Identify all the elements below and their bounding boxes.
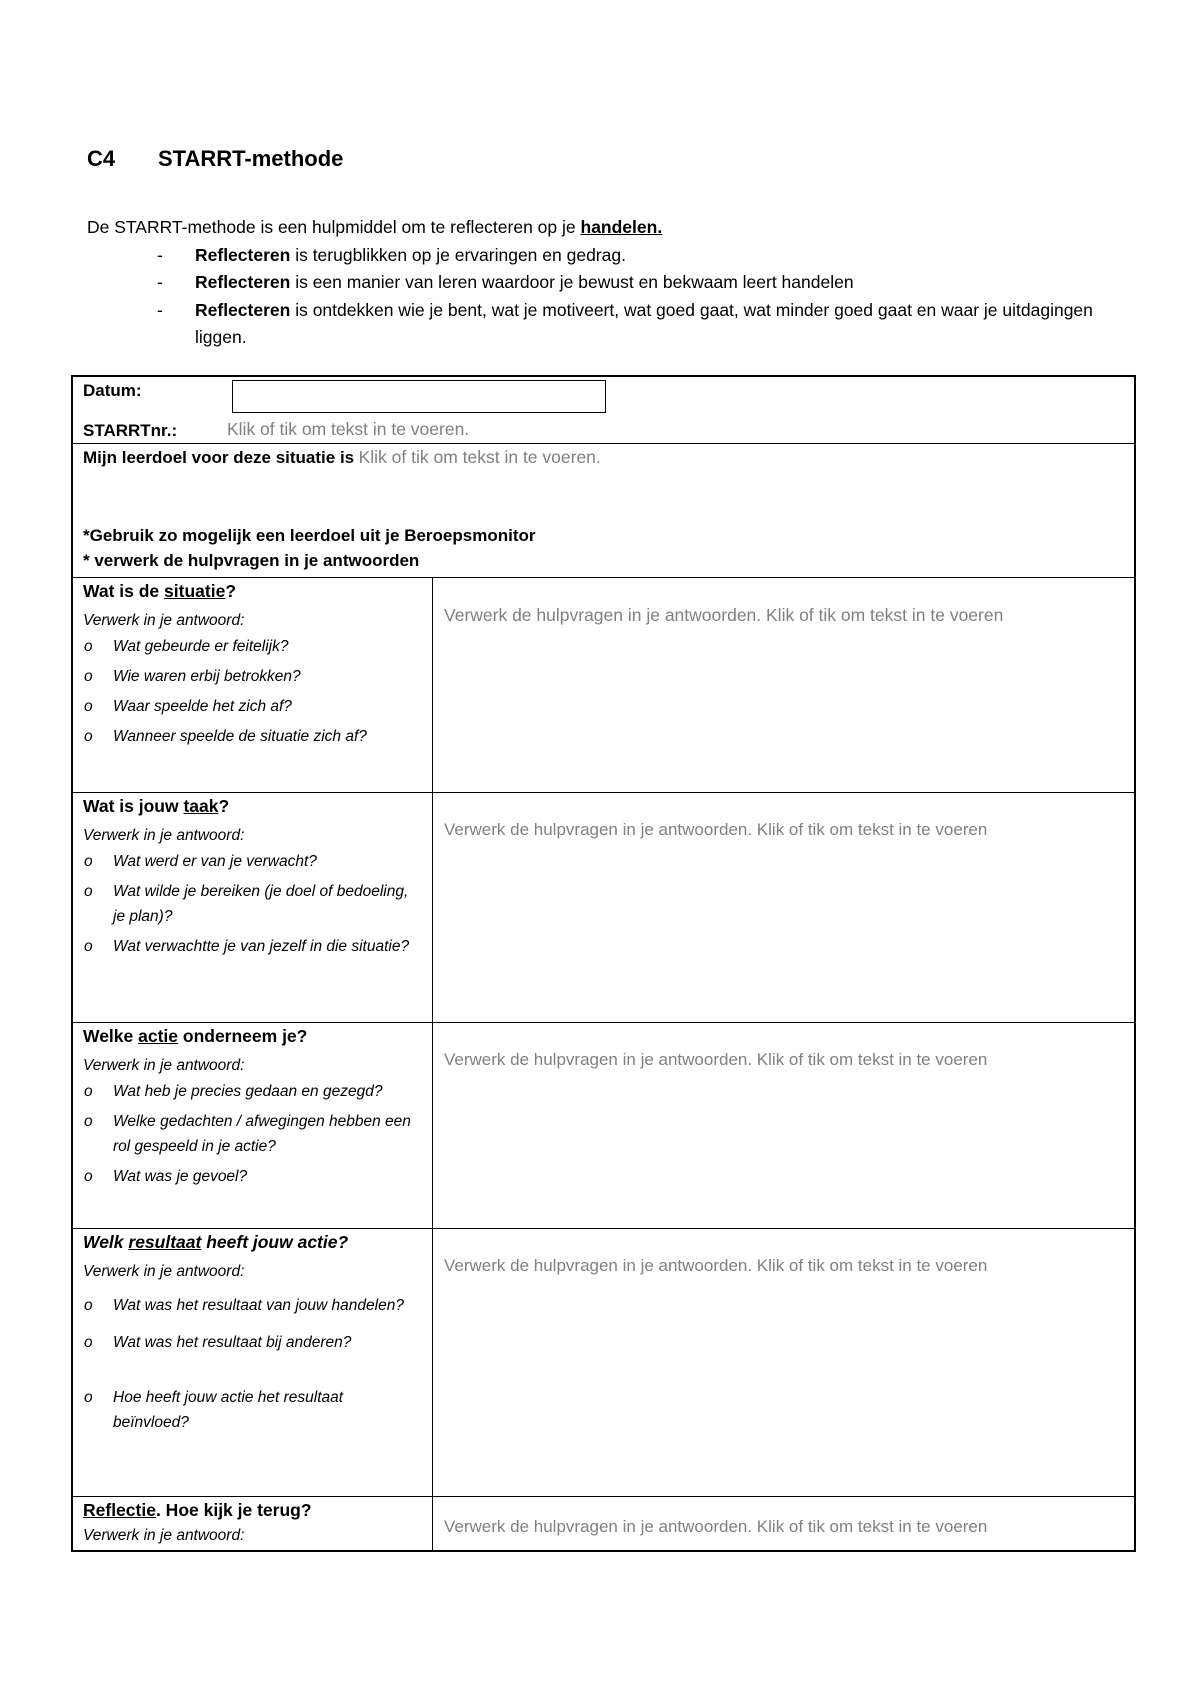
leerdoel-note: *Gebruik zo mogelijk een leerdoel uit je Beroepsmonitor [83, 526, 536, 545]
intro-sentence [87, 214, 1147, 242]
sub-label: Verwerk in je antwoord: [83, 1263, 245, 1280]
question-cell [73, 1023, 433, 1228]
list-item: o Wat gebeurde er feitelijk? [84, 638, 289, 655]
sub-label: Verwerk in je antwoord: [83, 612, 245, 629]
intro-bullet: - Reflecteren is terugblikken op je ervaringen en gedrag. [157, 244, 626, 265]
answer-field[interactable] [433, 1497, 1134, 1550]
list-item: o Wat was je gevoel? [84, 1168, 248, 1185]
sub-label: Verwerk in je antwoord: [83, 1057, 245, 1074]
answer-field[interactable] [433, 1229, 1134, 1496]
leerdoel-field[interactable]: Klik of tik om tekst in te voeren. [358, 447, 601, 467]
answer-field[interactable] [433, 793, 1134, 1022]
section-row-situatie [73, 578, 1134, 793]
list-item: o Waar speelde het zich af? [84, 698, 292, 715]
list-item: o Wat verwachtte je van jezelf in die situatie? [84, 938, 410, 955]
datum-field[interactable] [232, 380, 606, 413]
heading-number: C4 [87, 146, 116, 171]
bullet-bold: Reflecteren [195, 299, 291, 320]
list-item: o Wat heb je precies gedaan en gezegd? [84, 1083, 383, 1100]
sub-label: Verwerk in je antwoord: [83, 827, 245, 844]
answer-placeholder: Verwerk de hulpvragen in je antwoorden. Klik of tik om tekst in te voeren [444, 820, 988, 839]
list-item: o Wie waren erbij betrokken? [84, 668, 301, 685]
intro-bullet: - Reflecteren is ontdekken wie je bent, wat je motiveert, wat goed gaat, wat minder goed gaat en waar je uitdagingen liggen. [157, 299, 1093, 347]
question-title: Wat is jouw taak? [83, 796, 230, 816]
section-row-taak [73, 793, 1134, 1023]
starrt-number-field[interactable]: Klik of tik om tekst in te voeren. [227, 419, 470, 439]
question-title: Welk resultaat heeft jouw actie? [83, 1232, 349, 1252]
bullet-text: is terugblikken op je ervaringen en gedrag. [290, 244, 626, 265]
question-title: Wat is de situatie? [83, 581, 237, 601]
list-item: o Hoe heeft jouw actie het resultaat beïnvloed? [84, 1389, 344, 1431]
answer-field[interactable] [433, 578, 1134, 792]
section-row-actie [73, 1023, 1134, 1229]
question-cell [73, 578, 433, 792]
section-row-resultaat [73, 1229, 1134, 1497]
intro-bullet: - Reflecteren is een manier van leren waardoor je bewust en bekwaam leert handelen [157, 272, 854, 292]
question-cell [73, 793, 433, 1022]
sub-label: Verwerk in je antwoord: [83, 1527, 245, 1544]
list-item: o Welke gedachten / afwegingen hebben een rol gespeeld in je actie? [84, 1113, 411, 1155]
question-title: Reflectie. Hoe kijk je terug? [83, 1500, 312, 1520]
starrt-number-label: STARRTnr.: [83, 421, 178, 440]
bullet-text: is ontdekken wie je bent, wat je motiveert, wat goed gaat, wat minder goed gaat en waar je uitdagingen liggen. [195, 299, 1093, 347]
answer-field[interactable] [433, 1023, 1134, 1228]
leerdoel-label: Mijn leerdoel voor deze situatie is [83, 448, 355, 467]
answer-placeholder: Verwerk de hulpvragen in je antwoorden. Klik of tik om tekst in te voeren [444, 1517, 988, 1536]
section-row-reflectie [73, 1497, 1134, 1550]
answer-placeholder: Verwerk de hulpvragen in je antwoorden. Klik of tik om tekst in te voeren [444, 605, 1004, 625]
leerdoel-note: * verwerk de hulpvragen in je antwoorden [83, 551, 420, 570]
question-cell [73, 1497, 433, 1550]
list-item: o Wanneer speelde de situatie zich af? [84, 728, 367, 745]
answer-placeholder: Verwerk de hulpvragen in je antwoorden. Klik of tik om tekst in te voeren [444, 1256, 988, 1275]
question-cell [73, 1229, 433, 1496]
list-item: o Wat werd er van je verwacht? [84, 853, 317, 870]
bullet-bold: Reflecteren [195, 244, 291, 265]
heading-title: STARRT-methode [158, 146, 344, 171]
header-row-leerdoel [73, 444, 1134, 578]
section-heading [87, 146, 343, 172]
list-item: o Wat was het resultaat van jouw handelen? [84, 1297, 404, 1314]
intro-keyword: handelen. [580, 217, 663, 237]
answer-placeholder: Verwerk de hulpvragen in je antwoorden. Klik of tik om tekst in te voeren [444, 1050, 988, 1069]
intro-block [87, 214, 1147, 352]
datum-label: Datum: [83, 381, 142, 400]
bullet-text: is een manier van leren waardoor je bewust en bekwaam leert handelen [290, 272, 854, 292]
header-row-datum [73, 377, 1134, 444]
list-item: o Wat was het resultaat bij anderen? [84, 1334, 352, 1351]
starrt-form-table [71, 375, 1136, 1552]
intro-text: De STARRT-methode is een hulpmiddel om te reflecteren op je [87, 217, 581, 237]
list-item: o Wat wilde je bereiken (je doel of bedoeling, je plan)? [84, 883, 409, 925]
bullet-bold: Reflecteren [195, 272, 291, 292]
question-title: Welke actie onderneem je? [83, 1026, 308, 1046]
